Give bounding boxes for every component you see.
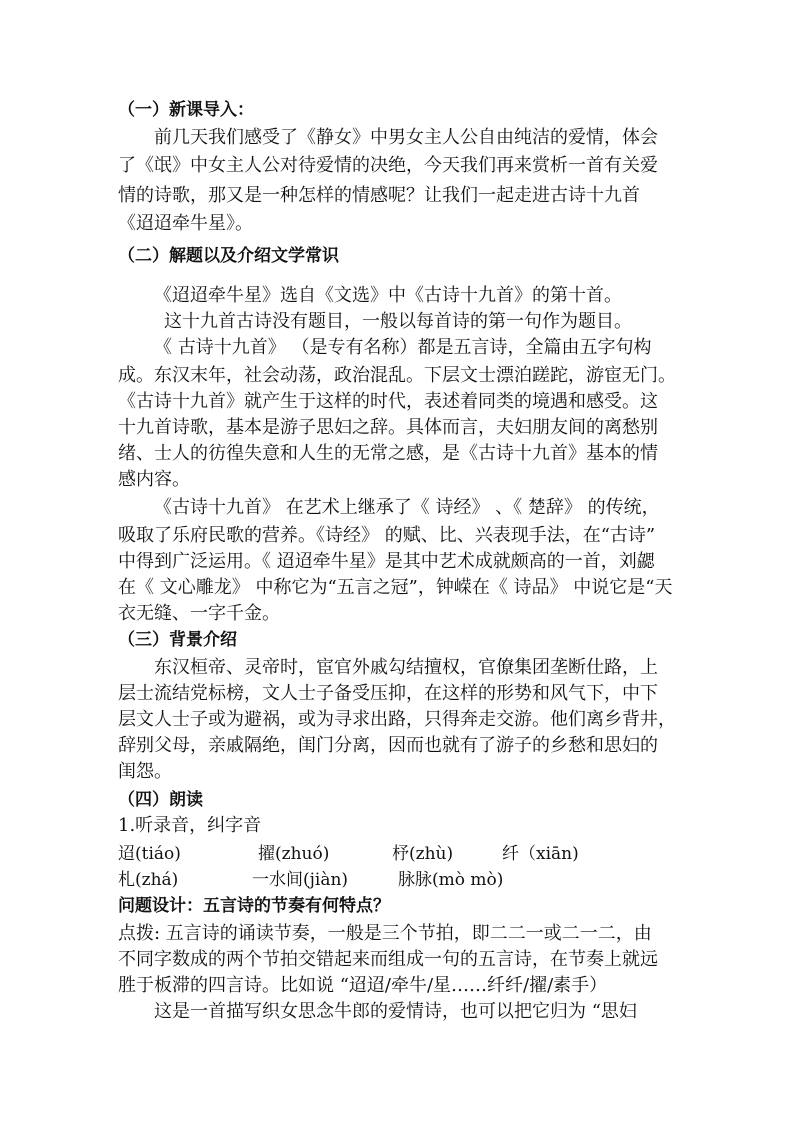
pinyin-item: 札(zhá) [118, 870, 179, 890]
pinyin-item: 杼(zhù) [392, 844, 454, 864]
section2-line-10: 吸取了乐府民歌的营养。《诗经》 的赋、比、兴表现手法，在“古诗” [118, 525, 656, 546]
section1-line-2: 了《氓》中女主人公对待爱情的决绝，今天我们再来赏析一首有关爱 [118, 155, 658, 176]
section3-heading: （三）背景介绍 [118, 630, 237, 650]
section1-line-3: 情的诗歌，那又是一种怎样的情感呢？让我们一起走进古诗十九首 [118, 185, 640, 206]
pinyin-item: 脉脉(mò mò) [398, 870, 504, 890]
section3-line-2: 层士流结党标榜，文人士子备受压抑，在这样的形势和风气下，中下 [118, 683, 658, 704]
section2-line-2: 这十九首古诗没有题目，一般以每首诗的第一句作为题目。 [164, 311, 632, 332]
answer-line-3: 胜于板滞的四言诗。比如说 “迢迢/牵牛/星……纤纤/擢/素手） [118, 975, 608, 996]
section2-line-3: 《 古诗十九首》 （是专有名称）都是五言诗，全篇由五字句构 [154, 337, 652, 358]
section2-heading: （二）解题以及介绍文学常识 [118, 246, 339, 266]
section3-line-4: 辞别父母，亲戚隔绝，闺门分离，因而也就有了游子的乡愁和思妇的 [118, 735, 658, 756]
pinyin-item: 一水间(jiàn) [252, 870, 349, 890]
section2-line-6: 十九首诗歌，基本是游子思妇之辞。具体而言，夫妇朋友间的离愁别 [118, 417, 658, 438]
section1-line-4: 《迢迢牵牛星》。 [118, 213, 253, 234]
question-heading: 问题设计：五言诗的节奏有何特点？ [118, 896, 390, 916]
section2-line-13: 衣无缝、一字千金。 [118, 603, 280, 624]
section2-line-11: 中得到广泛运用。《 迢迢牵牛星》是其中艺术成就颇高的一首，刘勰 [118, 551, 655, 572]
section2-line-12: 在《 文心雕龙》 中称它为“五言之冠”，钟嵘在《 诗品》 中说它是“天 [118, 577, 673, 598]
section2-line-5: 《古诗十九首》就产生于这样的时代，表述着同类的境遇和感受。这 [118, 391, 658, 412]
section2-line-7: 绪、士人的彷徨失意和人生的无常之感，是《古诗十九首》基本的情 [118, 443, 658, 464]
section4-subheading: 1.听录音，纠字音 [118, 815, 262, 836]
section2-line-9: 《古诗十九首》 在艺术上继承了《 诗经》 、《 楚辞》 的传统， [154, 497, 660, 518]
section3-line-1: 东汉桓帝、灵帝时，宦官外戚勾结擅权，官僚集团垄断仕路，上 [154, 657, 658, 678]
section1-heading: （一）新课导入： [118, 100, 254, 120]
section4-heading: （四）朗读 [118, 790, 203, 810]
answer-line-2: 不同字数成的两个节拍交错起来而组成一句的五言诗，在节奏上就远 [118, 949, 658, 970]
section3-line-3: 层文人士子或为避祸，或为寻求出路，只得奔走交游。他们离乡背井， [118, 709, 676, 730]
pinyin-item: 擢(zhuó) [258, 844, 330, 864]
pinyin-item: 纤（xiān) [502, 844, 579, 864]
section2-line-4: 成。东汉末年，社会动荡，政治混乱。下层文士漂泊蹉跎，游宦无门。 [118, 365, 676, 386]
section1-line-1: 前几天我们感受了《静女》中男女主人公自由纯洁的爱情，体会 [154, 127, 658, 148]
pinyin-item: 迢(tiáo) [118, 844, 181, 864]
section2-line-1: 《迢迢牵牛星》选自《文选》中《古诗十九首》的第十首。 [154, 285, 622, 306]
section2-line-8: 感内容。 [118, 469, 190, 490]
answer-line-1: 点拨: 五言诗的诵读节奏，一般是三个节拍，即二二一或二一二，由 [118, 923, 652, 944]
answer-line-4: 这是一首描写织女思念牛郎的爱情诗，也可以把它归为 “思妇 [154, 1001, 637, 1022]
section3-line-5: 闺怨。 [118, 761, 172, 782]
